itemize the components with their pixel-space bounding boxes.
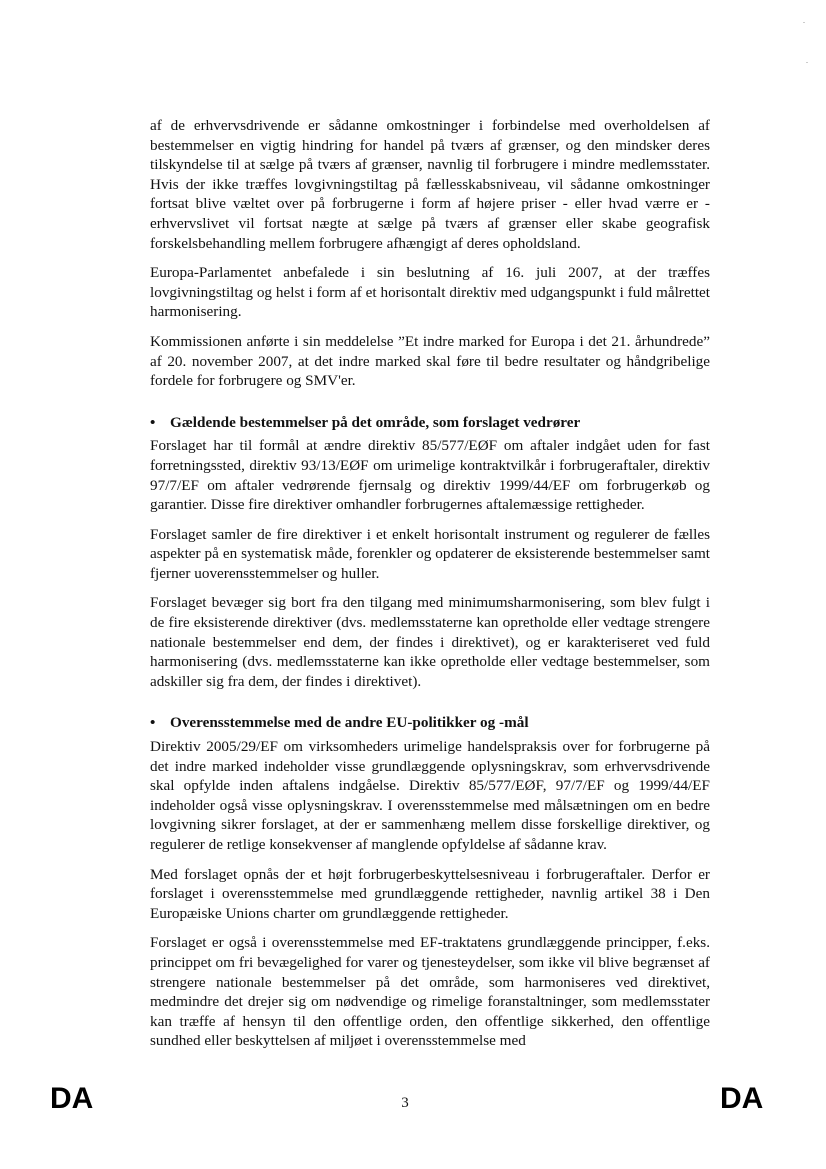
body-paragraph: Med forslaget opnås der et højt forbrugerbeskyttelsesniveau i forbrugeraftaler. Derfor er forslaget i overensstemmelse med grundlæggende rettigheder, navnlig artikel 38 i Den Europæiske Unions charter om grundlæggende rettigheder. [150, 865, 710, 922]
scan-speck [806, 62, 808, 63]
body-paragraph: Direktiv 2005/29/EF om virksomheders urimelige handelspraksis over for forbrugerne på det indre marked indeholder visse grundlæggende oplysningskrav, som erhvervsdrivende skal opfylde inden aftalens indgåelse. Direktiv 85/577/EØF, 97/7/EF og 1999/44/EF indeholder også visse oplysningskrav. I overensstemmelse med målsætningen om en bedre lovgivning sikrer forslaget, at der er sammenhæng mellem disse forskellige direktiver, og regulerer de retlige konsekvenser af manglende opfyldelse af sådanne krav. [150, 738, 710, 853]
footer-language-left: DA [50, 1082, 94, 1115]
section-heading [150, 713, 710, 733]
scan-speck [803, 22, 805, 23]
page-number: 3 [401, 1095, 409, 1111]
body-paragraph: Forslaget er også i overensstemmelse med EF-traktatens grundlæggende principper, f.eks. princippet om fri bevægelighed for varer og tjenesteydelser, som ikke vil blive begrænset af strengere nationale bestemmelser på det område, som harmoniseres ved direktivet, medmindre det drejer sig om nødvendige og rimelige foranstaltninger, som medlemsstater kan træffe af hensyn til den offentlige orden, den offentlige sikkerhed, den offentlige sundhed eller beskyttelsen af miljøet i overensstemmelse med [150, 934, 710, 1050]
body-paragraph: Kommissionen anførte i sin meddelelse ”Et indre marked for Europa i det 21. århundrede” af 20. november 2007, at det indre marked skal føre til bedre resultater og håndgribelige fordele for forbrugere og SMV'er. [150, 332, 710, 390]
body-paragraph: Forslaget bevæger sig bort fra den tilgang med minimumsharmonisering, som blev fulgt i de fire eksisterende direktiver (dvs. medlemsstaterne kan opretholde eller vedtage strengere nationale bestemmelser end dem, der findes i direktivet), og er karakteriseret ved fuld harmonisering (dvs. medlemsstaterne kan ikke opretholde eller vedtage bestemmelser, som adskiller sig fra dem, der findes i direktivet). [150, 594, 710, 690]
body-paragraph: Europa-Parlamentet anbefalede i sin beslutning af 16. juli 2007, at der træffes lovgivningstiltag og helst i form af et horisontalt direktiv med udgangspunkt i fuld målrettet harmonisering. [150, 264, 710, 321]
section-heading-text: Overensstemmelse med de andre EU-politikker og -mål [170, 714, 529, 732]
body-paragraph: Forslaget samler de fire direktiver i et enkelt horisontalt instrument og regulerer de fælles aspekter på en systematisk måde, forenkler og opdaterer de eksisterende bestemmelser samt fjerner uoverensstemmelser og huller. [150, 525, 710, 582]
footer-language-right: DA [720, 1082, 764, 1115]
document-body [150, 116, 710, 1061]
body-paragraph: af de erhvervsdrivende er sådanne omkostninger i forbindelse med overholdelsen af bestemmelser en vigtig hindring for handel på tværs af grænser, og den mindsker deres tilskyndelse til at sælge på tværs af grænser, navnlig til forbrugere i mindre medlemsstater. Hvis der ikke træffes lovgivningstiltag på fællesskabsniveau, vil sådanne omkostninger fortsat blive væltet over på forbrugerne i form af højere priser - eller hvad værre er - erhvervslivet vil fortsat nægte at sælge på tværs af grænser eller skabe geografisk forskelsbehandling mellem forbrugere afhængigt af deres opholdsland. [150, 117, 710, 252]
bullet-icon: • [150, 413, 156, 431]
bullet-icon: • [150, 714, 156, 732]
section-heading [150, 413, 710, 433]
section-heading-text: Gældende bestemmelser på det område, som forslaget vedrører [170, 413, 581, 431]
body-paragraph: Forslaget har til formål at ændre direktiv 85/577/EØF om aftaler indgået uden for fast forretningssted, direktiv 93/13/EØF om urimelige kontraktvilkår i forbrugeraftaler, direktiv 97/7/EF om aftaler vedrørende fjernsalg og direktiv 1999/44/EF om forbrugerkøb og garantier. Disse fire direktiver omhandler forbrugernes aftalemæssige rettigheder. [150, 437, 710, 514]
